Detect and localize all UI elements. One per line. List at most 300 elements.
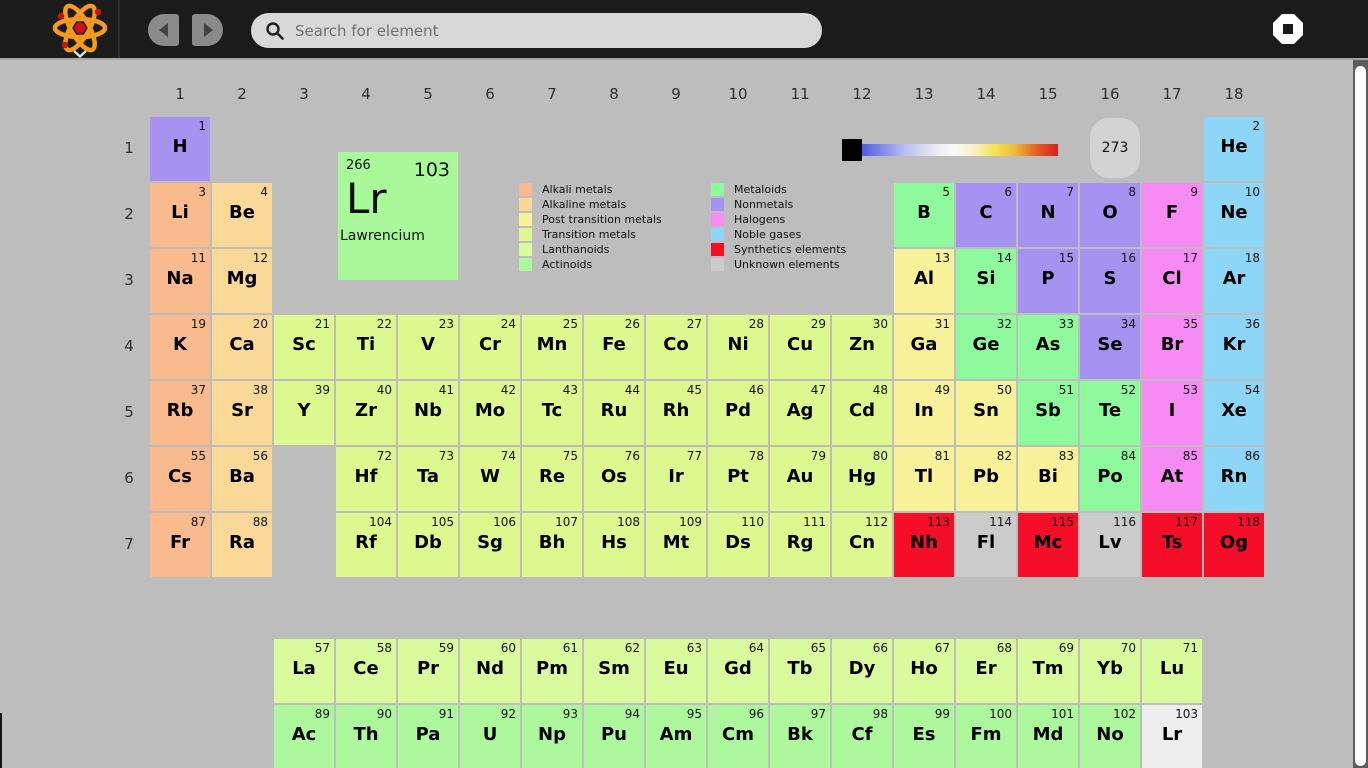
element-Cf[interactable]: [832, 705, 892, 768]
legend-label-halogen: Halogens: [734, 213, 786, 226]
period-label-1: 1: [124, 139, 134, 157]
atomic-number: 17: [1182, 251, 1198, 265]
atomic-number: 57: [314, 641, 330, 655]
element-symbol: Be: [229, 202, 255, 223]
atomic-number: 18: [1244, 251, 1260, 265]
element-symbol: Sn: [973, 400, 999, 421]
atomic-number: 63: [686, 641, 702, 655]
element-symbol: Ta: [416, 466, 440, 487]
element-Pt[interactable]: [708, 447, 768, 511]
element-symbol: F: [1165, 202, 1179, 223]
atomic-number: 22: [376, 317, 392, 331]
element-Bh[interactable]: [522, 513, 582, 577]
element-Ba[interactable]: [212, 447, 272, 511]
search-bar[interactable]: [251, 13, 822, 48]
element-Ti[interactable]: [336, 315, 396, 379]
element-symbol: Lr: [1161, 724, 1183, 745]
atomic-number: 36: [1244, 317, 1260, 331]
element-Lr[interactable]: [1142, 705, 1202, 768]
element-Ni[interactable]: [708, 315, 768, 379]
element-Md[interactable]: [1018, 705, 1078, 768]
element-Cr[interactable]: [460, 315, 520, 379]
element-symbol: Te: [1098, 400, 1122, 421]
element-symbol: Fl: [976, 532, 996, 553]
legend-label-alkaline: Alkaline metals: [542, 198, 627, 211]
element-symbol: K: [173, 334, 187, 355]
atomic-number: 74: [500, 449, 516, 463]
element-Dy[interactable]: [832, 639, 892, 703]
atomic-number: 38: [252, 383, 268, 397]
atomic-number: 97: [810, 707, 826, 721]
atomic-number: 47: [810, 383, 826, 397]
element-I[interactable]: [1142, 381, 1202, 445]
element-Rg[interactable]: [770, 513, 830, 577]
group-label-17: 17: [1162, 85, 1182, 103]
atomic-number: 33: [1058, 317, 1074, 331]
atomic-number: 91: [438, 707, 454, 721]
legend-label-unknown: Unknown elements: [734, 258, 840, 271]
element-Bk[interactable]: [770, 705, 830, 768]
atomic-number: 93: [562, 707, 578, 721]
legend-label-metaloid: Metaloids: [734, 183, 787, 196]
period-label-7: 7: [124, 535, 134, 553]
atomic-number: 41: [438, 383, 454, 397]
atomic-number: 106: [493, 515, 516, 529]
element-Fm[interactable]: [956, 705, 1016, 768]
element-Mc[interactable]: [1018, 513, 1078, 577]
atomic-number: 25: [562, 317, 578, 331]
stop-octagon-icon: [1271, 12, 1305, 46]
legend-swatch-actinoid: [519, 258, 532, 271]
element-Al[interactable]: [894, 249, 954, 313]
element-Cu[interactable]: [770, 315, 830, 379]
atomic-number: 99: [934, 707, 950, 721]
element-symbol: Cu: [786, 334, 814, 355]
left-edge-strip: [0, 713, 2, 768]
element-symbol: Pt: [727, 466, 749, 487]
legend-swatch-halogen: [711, 213, 724, 226]
element-symbol: Og: [1219, 532, 1249, 553]
element-Nb[interactable]: [398, 381, 458, 445]
element-symbol: Nh: [910, 532, 938, 553]
element-symbol: Zr: [355, 400, 377, 421]
atomic-number: 31: [934, 317, 950, 331]
element-Y[interactable]: [274, 381, 334, 445]
element-Ts[interactable]: [1142, 513, 1202, 577]
atomic-number: 88: [252, 515, 268, 529]
temperature-value-badge: 273: [1090, 118, 1140, 178]
element-Na[interactable]: [150, 249, 210, 313]
element-Pr[interactable]: [398, 639, 458, 703]
atomic-number: 15: [1058, 251, 1074, 265]
element-Sb[interactable]: [1018, 381, 1078, 445]
element-Se[interactable]: [1080, 315, 1140, 379]
element-B[interactable]: [894, 183, 954, 247]
atomic-number: 49: [934, 383, 950, 397]
element-symbol: At: [1160, 466, 1184, 487]
element-At[interactable]: [1142, 447, 1202, 511]
element-Tb[interactable]: [770, 639, 830, 703]
atomic-number: 12: [252, 251, 268, 265]
element-Tm[interactable]: [1018, 639, 1078, 703]
element-symbol: Lu: [1159, 658, 1185, 679]
element-symbol: Hf: [354, 466, 378, 487]
element-symbol: Rg: [786, 532, 814, 553]
element-symbol: Nd: [476, 658, 504, 679]
element-S[interactable]: [1080, 249, 1140, 313]
atomic-number: 42: [500, 383, 516, 397]
element-symbol: Ga: [910, 334, 938, 355]
element-symbol: Cn: [848, 532, 876, 553]
element-symbol: Kr: [1222, 334, 1246, 355]
group-label-2: 2: [237, 85, 247, 103]
atomic-number: 105: [431, 515, 454, 529]
element-Po[interactable]: [1080, 447, 1140, 511]
element-N[interactable]: [1018, 183, 1078, 247]
element-He[interactable]: [1204, 117, 1264, 181]
element-Sn[interactable]: [956, 381, 1016, 445]
element-Ag[interactable]: [770, 381, 830, 445]
atomic-number: 14: [996, 251, 1012, 265]
element-Re[interactable]: [522, 447, 582, 511]
atomic-number: 86: [1244, 449, 1260, 463]
atomic-number: 90: [376, 707, 392, 721]
atomic-number: 10: [1244, 185, 1260, 199]
element-symbol: Ru: [600, 400, 628, 421]
legend-swatch-lanthanoid: [519, 243, 532, 256]
group-label-12: 12: [852, 85, 872, 103]
element-symbol: W: [480, 466, 500, 487]
atomic-number: 3: [198, 185, 206, 199]
atomic-number: 30: [872, 317, 888, 331]
element-symbol: Si: [976, 268, 996, 289]
period-label-3: 3: [124, 271, 134, 289]
atomic-number: 35: [1182, 317, 1198, 331]
element-Mt[interactable]: [646, 513, 706, 577]
atomic-number: 103: [1175, 707, 1198, 721]
element-Ca[interactable]: [212, 315, 272, 379]
element-symbol: V: [421, 334, 435, 355]
element-symbol: I: [1168, 400, 1176, 421]
element-Fl[interactable]: [956, 513, 1016, 577]
element-Si[interactable]: [956, 249, 1016, 313]
atomic-number: 82: [996, 449, 1012, 463]
atomic-number: 85: [1182, 449, 1198, 463]
element-Zn[interactable]: [832, 315, 892, 379]
atomic-number: 27: [686, 317, 702, 331]
element-symbol: Mg: [226, 268, 258, 289]
element-Hf[interactable]: [336, 447, 396, 511]
group-label-10: 10: [728, 85, 748, 103]
element-Mn[interactable]: [522, 315, 582, 379]
atomic-number: 95: [686, 707, 702, 721]
forward-button[interactable]: [192, 14, 223, 46]
atomic-number: 9: [1190, 185, 1198, 199]
element-V[interactable]: [398, 315, 458, 379]
element-Ne[interactable]: [1204, 183, 1264, 247]
back-button[interactable]: [148, 14, 179, 46]
legend-swatch-noble: [711, 228, 724, 241]
element-Os[interactable]: [584, 447, 644, 511]
atomic-number: 37: [190, 383, 206, 397]
element-Cl[interactable]: [1142, 249, 1202, 313]
topbar: [0, 0, 1368, 60]
element-Kr[interactable]: [1204, 315, 1264, 379]
element-In[interactable]: [894, 381, 954, 445]
group-label-16: 16: [1100, 85, 1120, 103]
legend-swatch-unknown: [711, 258, 724, 271]
atomic-number: 32: [996, 317, 1012, 331]
atomic-number: 110: [741, 515, 764, 529]
legend-swatch-synthetic: [711, 243, 724, 256]
element-Mg[interactable]: [212, 249, 272, 313]
element-symbol: Bk: [787, 724, 813, 745]
atomic-number: 16: [1120, 251, 1136, 265]
element-Lu[interactable]: [1142, 639, 1202, 703]
element-P[interactable]: [1018, 249, 1078, 313]
group-label-4: 4: [361, 85, 371, 103]
element-Zr[interactable]: [336, 381, 396, 445]
element-symbol: Pu: [600, 724, 627, 745]
element-Pb[interactable]: [956, 447, 1016, 511]
element-Th[interactable]: [336, 705, 396, 768]
element-symbol: Sm: [598, 658, 630, 679]
element-Lv[interactable]: [1080, 513, 1140, 577]
element-As[interactable]: [1018, 315, 1078, 379]
atomic-number: 45: [686, 383, 702, 397]
temperature-slider-handle[interactable]: [842, 139, 862, 161]
group-label-7: 7: [547, 85, 557, 103]
stop-button[interactable]: [1271, 12, 1305, 46]
element-Xe[interactable]: [1204, 381, 1264, 445]
element-Og[interactable]: [1204, 513, 1264, 577]
element-W[interactable]: [460, 447, 520, 511]
element-symbol: Eu: [663, 658, 689, 679]
element-Eu[interactable]: [646, 639, 706, 703]
element-Gd[interactable]: [708, 639, 768, 703]
element-Ir[interactable]: [646, 447, 706, 511]
element-Ga[interactable]: [894, 315, 954, 379]
element-symbol: Po: [1097, 466, 1123, 487]
element-symbol: He: [1220, 136, 1248, 157]
atomic-number: 65: [810, 641, 826, 655]
atomic-number: 83: [1058, 449, 1074, 463]
element-symbol: Ds: [725, 532, 751, 553]
element-Yb[interactable]: [1080, 639, 1140, 703]
element-Au[interactable]: [770, 447, 830, 511]
element-Hs[interactable]: [584, 513, 644, 577]
search-input[interactable]: [293, 21, 822, 41]
atomic-number: 39: [314, 383, 330, 397]
atomic-number: 29: [810, 317, 826, 331]
element-symbol: Os: [600, 466, 627, 487]
atomic-number: 102: [1113, 707, 1136, 721]
element-H[interactable]: [150, 117, 210, 181]
element-Ar[interactable]: [1204, 249, 1264, 313]
element-Ac[interactable]: [274, 705, 334, 768]
element-Ra[interactable]: [212, 513, 272, 577]
element-Cd[interactable]: [832, 381, 892, 445]
element-C[interactable]: [956, 183, 1016, 247]
legend-label-noble: Noble gases: [734, 228, 802, 241]
atomic-number: 69: [1058, 641, 1074, 655]
element-Be[interactable]: [212, 183, 272, 247]
element-symbol: Re: [538, 466, 566, 487]
atomic-number: 28: [748, 317, 764, 331]
detail-name: Lawrencium: [340, 228, 425, 244]
element-No[interactable]: [1080, 705, 1140, 768]
atomic-number: 44: [624, 383, 640, 397]
element-symbol: Th: [353, 724, 379, 745]
element-symbol: Ac: [291, 724, 317, 745]
element-Pm[interactable]: [522, 639, 582, 703]
element-symbol: Pm: [536, 658, 568, 679]
element-Tl[interactable]: [894, 447, 954, 511]
atomic-number: 118: [1237, 515, 1260, 529]
element-Rf[interactable]: [336, 513, 396, 577]
search-icon: [265, 21, 285, 41]
element-La[interactable]: [274, 639, 334, 703]
element-Br[interactable]: [1142, 315, 1202, 379]
element-Ce[interactable]: [336, 639, 396, 703]
period-label-5: 5: [124, 403, 134, 421]
element-Fr[interactable]: [150, 513, 210, 577]
element-Db[interactable]: [398, 513, 458, 577]
chevron-down-icon: [72, 49, 88, 59]
detail-atomic-number: 103: [413, 159, 450, 181]
atomic-number: 40: [376, 383, 392, 397]
element-symbol: La: [292, 658, 316, 679]
legend-label-post: Post transition metals: [542, 213, 662, 226]
element-Nh[interactable]: [894, 513, 954, 577]
element-symbol: Li: [171, 202, 189, 223]
element-symbol: Cf: [851, 724, 873, 745]
group-label-18: 18: [1224, 85, 1244, 103]
element-Rb[interactable]: [150, 381, 210, 445]
atomic-number: 59: [438, 641, 454, 655]
element-Hg[interactable]: [832, 447, 892, 511]
element-F[interactable]: [1142, 183, 1202, 247]
element-symbol: Sb: [1035, 400, 1061, 421]
element-Pa[interactable]: [398, 705, 458, 768]
legend-label-lanthanoid: Lanthanoids: [542, 243, 610, 256]
element-symbol: Cs: [168, 466, 192, 487]
element-symbol: U: [482, 724, 498, 745]
app-menu-button[interactable]: [44, 0, 116, 60]
element-Ru[interactable]: [584, 381, 644, 445]
element-symbol: Sg: [477, 532, 503, 553]
element-Fe[interactable]: [584, 315, 644, 379]
element-Pd[interactable]: [708, 381, 768, 445]
atomic-number: 79: [810, 449, 826, 463]
element-symbol: Sc: [292, 334, 316, 355]
atomic-number: 66: [872, 641, 888, 655]
element-U[interactable]: [460, 705, 520, 768]
element-Ho[interactable]: [894, 639, 954, 703]
element-K[interactable]: [150, 315, 210, 379]
element-Ta[interactable]: [398, 447, 458, 511]
element-symbol: Rn: [1220, 466, 1248, 487]
element-symbol: Ir: [668, 466, 684, 487]
element-Te[interactable]: [1080, 381, 1140, 445]
vertical-scrollbar-thumb[interactable]: [1355, 66, 1366, 766]
atomic-number: 100: [989, 707, 1012, 721]
element-Rh[interactable]: [646, 381, 706, 445]
atomic-number: 23: [438, 317, 454, 331]
element-symbol: Al: [913, 268, 935, 289]
element-Cm[interactable]: [708, 705, 768, 768]
atomic-number: 52: [1120, 383, 1136, 397]
element-symbol: Md: [1032, 724, 1064, 745]
temperature-gradient-bar[interactable]: [862, 144, 1058, 156]
element-Rn[interactable]: [1204, 447, 1264, 511]
element-symbol: Tc: [541, 400, 563, 421]
element-Tc[interactable]: [522, 381, 582, 445]
element-symbol: Xe: [1221, 400, 1247, 421]
element-Co[interactable]: [646, 315, 706, 379]
element-Cn[interactable]: [832, 513, 892, 577]
element-symbol: Rf: [355, 532, 377, 553]
group-label-3: 3: [299, 85, 309, 103]
atomic-number: 107: [555, 515, 578, 529]
element-Er[interactable]: [956, 639, 1016, 703]
element-symbol: O: [1102, 202, 1118, 223]
element-Bi[interactable]: [1018, 447, 1078, 511]
element-symbol: Tl: [914, 466, 934, 487]
element-Sg[interactable]: [460, 513, 520, 577]
detail-symbol: Lr: [346, 174, 387, 223]
atomic-number: 101: [1051, 707, 1074, 721]
element-symbol: Ts: [1161, 532, 1183, 553]
element-symbol: Ar: [1222, 268, 1246, 289]
element-Ds[interactable]: [708, 513, 768, 577]
atomic-number: 46: [748, 383, 764, 397]
element-Nd[interactable]: [460, 639, 520, 703]
element-Sr[interactable]: [212, 381, 272, 445]
atomic-number: 116: [1113, 515, 1136, 529]
element-O[interactable]: [1080, 183, 1140, 247]
atomic-number: 81: [934, 449, 950, 463]
element-symbol: P: [1041, 268, 1055, 289]
element-Es[interactable]: [894, 705, 954, 768]
element-symbol: Ne: [1220, 202, 1248, 223]
element-Sc[interactable]: [274, 315, 334, 379]
atomic-number: 87: [190, 515, 206, 529]
element-Cs[interactable]: [150, 447, 210, 511]
atomic-number: 80: [872, 449, 888, 463]
element-Li[interactable]: [150, 183, 210, 247]
atomic-number: 26: [624, 317, 640, 331]
element-Np[interactable]: [522, 705, 582, 768]
element-symbol: Mn: [536, 334, 568, 355]
element-Mo[interactable]: [460, 381, 520, 445]
element-Pu[interactable]: [584, 705, 644, 768]
element-Ge[interactable]: [956, 315, 1016, 379]
detail-mass: 266: [346, 158, 371, 173]
element-symbol: Y: [297, 400, 311, 421]
vertical-scrollbar-track[interactable]: [1353, 60, 1368, 768]
element-symbol: C: [979, 202, 993, 223]
atomic-number: 115: [1051, 515, 1074, 529]
legend-swatch-metaloid: [711, 183, 724, 196]
group-label-9: 9: [671, 85, 681, 103]
atomic-number: 111: [803, 515, 826, 529]
atomic-number: 4: [260, 185, 268, 199]
atomic-number: 71: [1182, 641, 1198, 655]
group-label-15: 15: [1038, 85, 1058, 103]
element-Am[interactable]: [646, 705, 706, 768]
element-Sm[interactable]: [584, 639, 644, 703]
